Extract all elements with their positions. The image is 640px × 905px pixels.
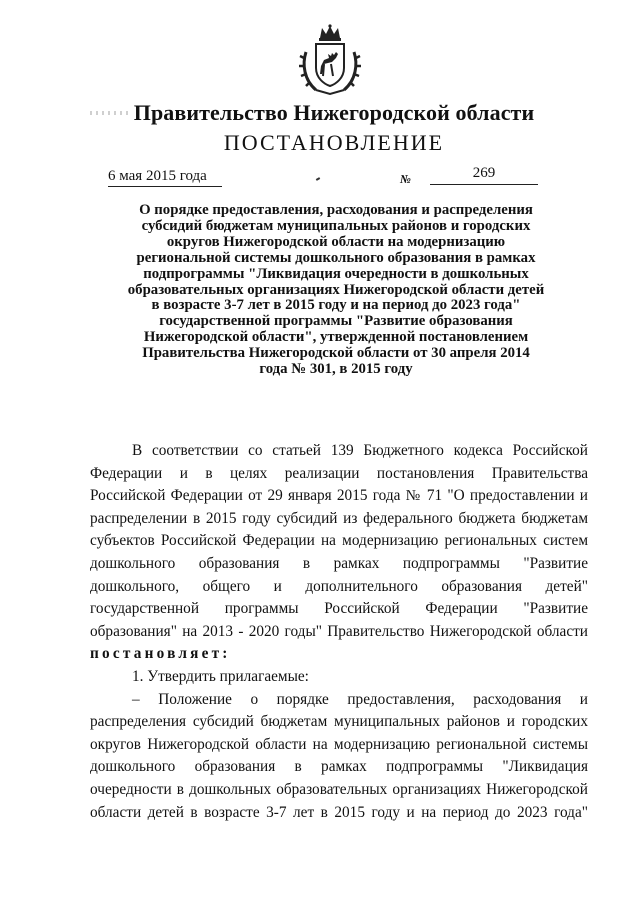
heading-line: государственной программы "Развитие образования [159, 313, 513, 330]
body-line: распределения субсидий бюджетам муниципальных районов и городских [90, 713, 588, 731]
heading-line: в возрасте 3-7 лет в 2015 году и на период до 2023 года" [151, 297, 521, 314]
document-heading [110, 203, 562, 378]
document-type: ПОСТАНОВЛЕНИЕ [223, 130, 445, 155]
heading-line: Правительства Нижегородской области от 30 апреля 2014 [142, 345, 530, 362]
body-line: округов Нижегородской области на модернизацию региональной системы [90, 735, 588, 753]
body-line: образования" на 2013 - 2020 годы" Правительство Нижегородской области [90, 622, 588, 640]
heading-line: О порядке предоставления, расходования и распределения [139, 202, 533, 218]
document-body [90, 440, 588, 824]
heading-line: региональной системы дошкольного образования в рамках [136, 249, 536, 266]
document-number: 269 [430, 164, 538, 185]
nizhny-novgorod-coat-of-arms-icon [298, 24, 362, 96]
government-title: Правительство Нижегородской области [133, 100, 535, 125]
heading-line: подпрограммы "Ликвидация очередности в дошкольных [143, 265, 529, 282]
scan-mark [316, 177, 320, 181]
body-line: области детей в возрасте 3-7 лет в 2015 году и на период до 2023 года" [90, 803, 588, 821]
body-line: государственной программы Российской Федерации "Развитие [90, 600, 588, 618]
body-line: распределении в 2015 году субсидий из федерального бюджета бюджетам [90, 509, 588, 527]
body-line: субъектов Российской Федерации на модернизацию региональных систем [90, 532, 588, 550]
heading-line: округов Нижегородской области на модернизацию [166, 233, 506, 250]
body-line: дошкольного образования в рамках подпрограммы "Развитие [90, 554, 588, 572]
resolution-word: постановляет: [90, 645, 231, 663]
heading-line: субсидий бюджетам муниципальных районов и городских [141, 217, 531, 234]
body-line: 1. Утвердить прилагаемые: [132, 667, 309, 685]
body-line: дошкольного образования в рамках подпрограммы "Ликвидация [90, 758, 588, 776]
body-line: В соответствии со статьей 139 Бюджетного кодекса Российской [132, 442, 588, 459]
heading-line: образовательных организациях Нижегородской области детей [127, 281, 545, 298]
body-line: очередности в дошкольных образовательных организациях Нижегородской [90, 780, 588, 798]
heading-line: года № 301, в 2015 году [259, 361, 413, 378]
body-line: Российской Федерации от 29 января 2015 года № 71 "О предоставлении и [90, 487, 588, 505]
body-line: Федерации и в целях реализации постановления Правительства [90, 464, 588, 482]
document-date: 6 мая 2015 года [108, 167, 222, 187]
number-label: № [400, 172, 411, 186]
body-line: дошкольного, общего и дополнительного образования детей" [90, 577, 588, 595]
coat-of-arms-emblem [298, 24, 362, 96]
body-line: – Положение о порядке предоставления, расходования и [132, 690, 588, 708]
heading-line: Нижегородской области", утвержденной постановлением [143, 329, 529, 346]
